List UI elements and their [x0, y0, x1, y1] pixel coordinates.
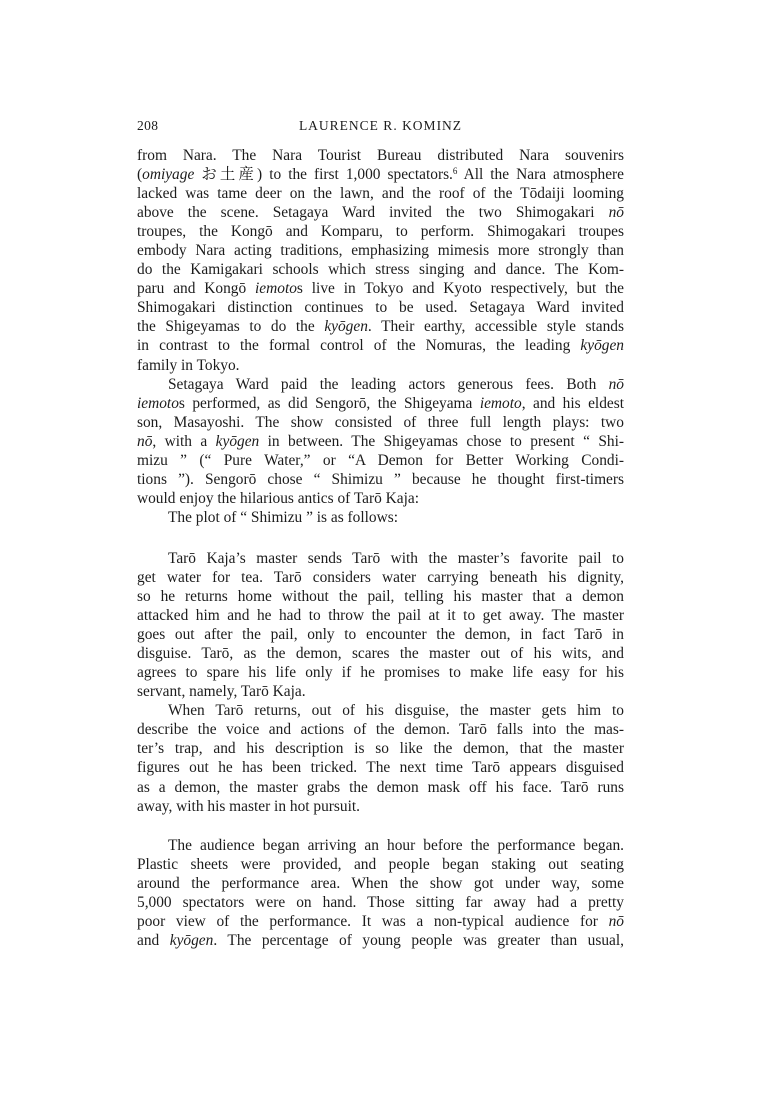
- text-line: [137, 260, 624, 279]
- text-run: The audience began arriving an hour before the performance began.: [168, 836, 624, 854]
- text-line: [137, 931, 624, 950]
- text-line: [137, 375, 624, 394]
- text-run: . Their earthy, accessible style stands: [367, 318, 624, 336]
- text-run: Shimogakari distinction continues to be used. Setagaya Ward invited: [137, 299, 624, 317]
- text-run: agrees to spare his life only if he promises to make life easy for his: [137, 664, 624, 682]
- text-line: [137, 298, 624, 317]
- paragraph-gap: [137, 527, 624, 549]
- text-run: ter’s trap, and his description is so like the demon, that the master: [137, 740, 624, 758]
- text-line: [137, 356, 624, 375]
- text-run: as a demon, the master grabs the demon mask off his face. Tarō runs: [137, 778, 624, 796]
- footnote-ref: 6: [452, 166, 458, 177]
- text-line: [137, 893, 624, 912]
- text-line: [137, 855, 624, 874]
- italic-term: nō: [608, 912, 624, 930]
- text-line: [137, 336, 624, 355]
- text-run: tions ”). Sengorō chose “ Shimizu ” because he thought first-timers: [137, 470, 624, 488]
- text-run: paru and Kongō: [137, 280, 256, 298]
- text-run: around the performance area. When the show got under way, some: [137, 874, 624, 892]
- text-line: [137, 836, 624, 855]
- text-run: in contrast to the formal control of the Nomuras, the leading: [137, 337, 581, 355]
- text-line: [137, 797, 624, 816]
- text-run: 5,000 spectators were on hand. Those sitting far away had a pretty: [137, 893, 624, 911]
- text-line: [137, 146, 624, 165]
- text-run: do the Kamigakari schools which stress singing and dance. The Kom-: [137, 261, 624, 279]
- text-run: お土産) to the first 1,000 spectators.: [194, 166, 453, 184]
- text-line: [137, 317, 624, 336]
- text-line: [137, 606, 624, 625]
- text-line: [137, 451, 624, 470]
- text-run: lacked was tame deer on the lawn, and the roof of the Tōdaiji looming: [137, 185, 624, 203]
- text-run: get water for tea. Tarō considers water carrying beneath his dignity,: [137, 568, 624, 586]
- text-run: The plot of “ Shimizu ” is as follows:: [168, 508, 398, 526]
- text-line: [137, 394, 624, 413]
- text-run: , with a: [152, 432, 216, 450]
- text-run: disguise. Tarō, as the demon, scares the master out of his wits, and: [137, 645, 624, 663]
- italic-term: kyōgen: [215, 432, 260, 450]
- text-run: goes out after the pail, only to encounter the demon, in fact Tarō in: [137, 626, 624, 644]
- italic-term: omiyage: [142, 166, 195, 184]
- text-run: in between. The Shigeyamas chose to present “ Shi-: [259, 432, 624, 450]
- text-run: figures out he has been tricked. The next time Tarō appears disguised: [137, 759, 624, 777]
- text-line: [137, 184, 624, 203]
- text-run: , and his eldest: [521, 394, 624, 412]
- text-line: [137, 720, 624, 739]
- text-line: [137, 279, 624, 298]
- text-run: s live in Tokyo and Kyoto respectively, but the: [296, 280, 624, 298]
- text-run: Setagaya Ward paid the leading actors generous fees. Both: [168, 375, 609, 393]
- text-line: [137, 470, 624, 489]
- text-run: Plastic sheets were provided, and people began staking out seating: [137, 855, 624, 873]
- italic-term: iemoto: [479, 394, 522, 412]
- page-header: [137, 118, 624, 140]
- text-run: All the Nara atmosphere: [457, 166, 624, 184]
- text-line: [137, 758, 624, 777]
- text-line: [137, 587, 624, 606]
- italic-term: kyōgen: [169, 931, 214, 949]
- text-line: [137, 549, 624, 568]
- text-line: [137, 222, 624, 241]
- running-head: LAURENCE R. KOMINZ: [298, 118, 463, 133]
- text-line: [137, 701, 624, 720]
- text-run: and: [137, 931, 170, 949]
- page-number: 208: [137, 118, 159, 133]
- body-text: [137, 146, 624, 950]
- text-line: [137, 912, 624, 931]
- italic-term: iemoto: [255, 280, 297, 298]
- italic-term: kyōgen: [580, 337, 624, 355]
- text-line: [137, 413, 624, 432]
- text-line: [137, 682, 624, 701]
- text-run: servant, namely, Tarō Kaja.: [137, 683, 306, 701]
- text-run: mizu ” (“ Pure Water,” or “A Demon for Better Working Condi-: [137, 451, 624, 469]
- text-run: describe the voice and actions of the demon. Tarō falls into the mas-: [137, 721, 624, 739]
- italic-term: kyōgen: [324, 318, 368, 336]
- text-line: [137, 203, 624, 222]
- text-line: [137, 663, 624, 682]
- text-run: would enjoy the hilarious antics of Tarō Kaja:: [137, 489, 420, 507]
- text-run: attacked him and he had to throw the pail at it to get away. The master: [137, 607, 624, 625]
- italic-term: iemoto: [137, 394, 179, 412]
- italic-term: nō: [137, 432, 153, 450]
- text-run: poor view of the performance. It was a non-typical audience for: [137, 912, 609, 930]
- text-line: [137, 241, 624, 260]
- text-run: family in Tokyo.: [137, 356, 240, 374]
- text-line: [137, 739, 624, 758]
- text-run: above the scene. Setagaya Ward invited the two Shimogakari: [137, 204, 609, 222]
- text-run: (: [137, 166, 143, 184]
- paragraph-gap: [137, 816, 624, 836]
- text-line: [137, 644, 624, 663]
- text-run: away, with his master in hot pursuit.: [137, 797, 360, 815]
- italic-term: nō: [608, 375, 624, 393]
- text-run: embody Nara acting traditions, emphasizing mimesis more strongly than: [137, 242, 624, 260]
- text-line: [137, 874, 624, 893]
- text-run: Tarō Kaja’s master sends Tarō with the master’s favorite pail to: [168, 549, 624, 567]
- text-run: so he returns home without the pail, telling his master that a demon: [137, 588, 624, 606]
- text-line: [137, 778, 624, 797]
- text-run: from Nara. The Nara Tourist Bureau distributed Nara souvenirs: [137, 147, 624, 164]
- text-line: [137, 625, 624, 644]
- text-run: son, Masayoshi. The show consisted of three full length plays: two: [137, 413, 624, 431]
- italic-term: nō: [608, 204, 624, 222]
- text-run: When Tarō returns, out of his disguise, the master gets him to: [168, 702, 624, 720]
- text-line: [137, 165, 624, 184]
- text-run: troupes, the Kongō and Komparu, to perform. Shimogakari troupes: [137, 223, 624, 241]
- text-run: the Shigeyamas to do the: [137, 318, 325, 336]
- text-line: [137, 432, 624, 451]
- text-line: [137, 489, 624, 508]
- text-line: [137, 508, 624, 527]
- text-run: s performed, as did Sengorō, the Shigeyama: [178, 394, 480, 412]
- text-run: . The percentage of young people was greater than usual,: [213, 931, 624, 949]
- text-line: [137, 568, 624, 587]
